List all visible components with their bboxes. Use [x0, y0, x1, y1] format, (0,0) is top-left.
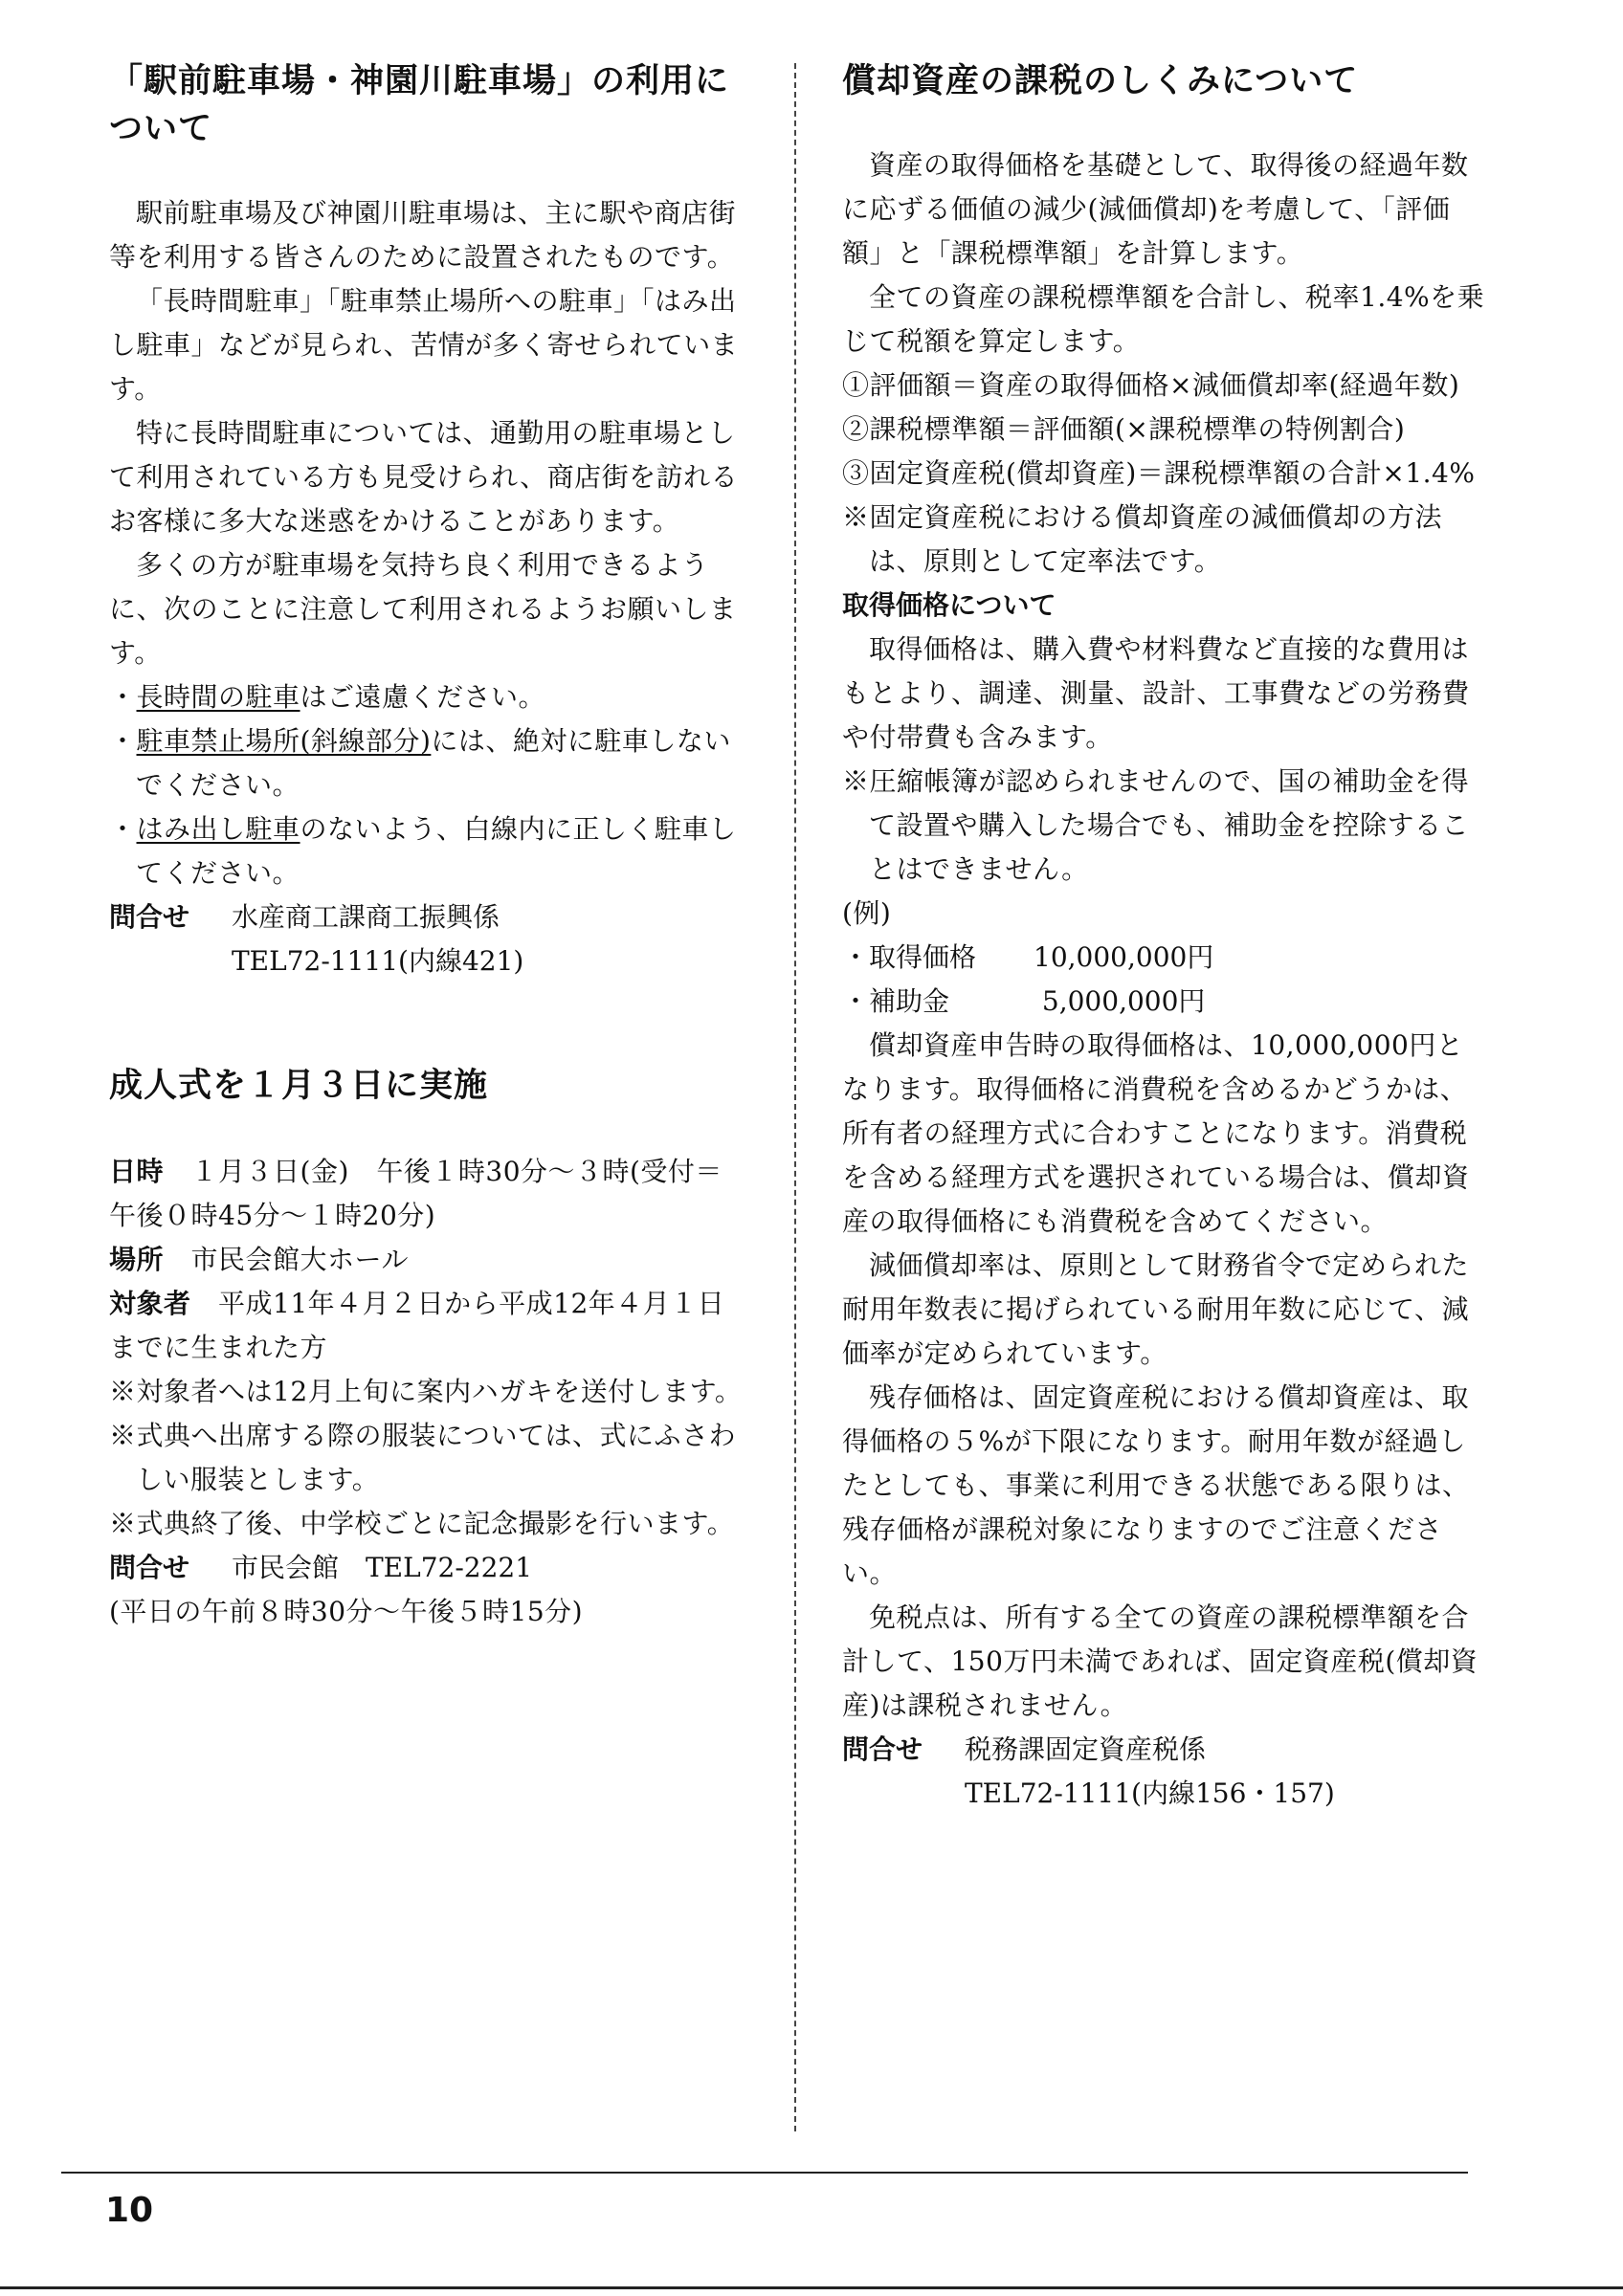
depreciable-assets-section	[842, 57, 1489, 1816]
ceremony-note: ※対象者へは12月上旬に案内ハガキを送付します。	[109, 1376, 743, 1407]
assets-formula: ②課税標準額＝評価額(×課税標準の特例割合)	[842, 413, 1406, 445]
parking-contact-tel: TEL72-1111(内線421)	[232, 945, 524, 977]
parking-title: 「駅前駐車場・神園川駐車場」の利用について	[109, 62, 730, 148]
left-column	[109, 57, 746, 1634]
page-number: 10	[105, 2191, 154, 2230]
right-column	[842, 57, 1489, 1816]
parking-contact	[109, 895, 746, 939]
contact-label: 問合せ	[842, 1733, 923, 1765]
parking-paragraph: 特に長時間駐車については、通勤用の駐車場として利用されている方も見受けられ、商店街を訪れるお客様に多大な迷惑をかけることがあります。	[109, 417, 739, 537]
assets-intro: 資産の取得価格を基礎として、取得後の経過年数に応ずる価値の減少(減価償却)を考慮して、「評価額」と「課税標準額」を計算します。	[842, 149, 1469, 269]
acquisition-subheading: 取得価格について	[842, 589, 1056, 621]
assets-formula: ①評価額＝資産の取得価格×減価償却率(経過年数)	[842, 369, 1460, 401]
ceremony-hours: (平日の午前８時30分～午後５時15分)	[109, 1596, 584, 1627]
date-label: 日時	[109, 1156, 165, 1187]
assets-contact-tel: TEL72-1111(内線156・157)	[965, 1777, 1335, 1809]
parking-bullet: ・駐車禁止場所(斜線部分)には、絶対に駐車しないでください。	[109, 725, 731, 801]
acquisition-paragraph: 取得価格は、購入費や材料費など直接的な費用はもとより、調達、測量、設計、工事費などの労務費や付帯費も含みます。	[842, 633, 1470, 753]
page-bottom-edge	[0, 2286, 1623, 2289]
parking-section	[109, 57, 746, 983]
ceremony-target: 対象者 平成11年４月２日から平成12年４月１日までに生まれた方	[109, 1288, 725, 1363]
assets-title: 償却資産の課税のしくみについて	[842, 62, 1359, 100]
assets-paragraph: 残存価格は、固定資産税における償却資産は、取得価格の５%が下限になります。耐用年数が経過したとしても、事業に利用できる状態である限りは、残存価格が課税対象になりますのでご注意ください。	[842, 1381, 1470, 1589]
ceremony-contact: 問合せ 市民会館 TEL72-2221	[109, 1546, 746, 1590]
parking-paragraph: 多くの方が駐車場を気持ち良く利用できるように、次のことに注意して利用されるようお願いします。	[109, 549, 737, 669]
assets-formula: ③固定資産税(償却資産)＝課税標準額の合計×1.4%	[842, 457, 1476, 489]
example-row: ・取得価格 10,000,000円	[842, 941, 1214, 973]
ceremony-title: 成人式を１月３日に実施	[109, 1067, 489, 1105]
ceremony-note: ※式典へ出席する際の服装については、式にふさわしい服装とします。	[109, 1420, 736, 1495]
parking-paragraph: 「長時間駐車」「駐車禁止場所への駐車」「はみ出し駐車」などが見られ、苦情が多く寄せられています。	[109, 285, 739, 405]
assets-intro: 全ての資産の課税標準額を合計し、税率1.4%を乗じて税額を算定します。	[842, 281, 1485, 357]
place-label: 場所	[109, 1244, 165, 1275]
footer-rule	[61, 2172, 1468, 2174]
parking-bullet: ・はみ出し駐車のないよう、白線内に正しく駐車してください。	[109, 813, 737, 889]
column-divider	[794, 63, 796, 2131]
assets-contact	[842, 1728, 1489, 1772]
target-label: 対象者	[109, 1288, 191, 1319]
assets-paragraph: 償却資産申告時の取得価格は、10,000,000円となります。取得価格に消費税を含めるかどうかは、所有者の経理方式に合わすことになります。消費税を含める経理方式を選択されている場合は、償却資産の取得価格にも消費税を含めてください。	[842, 1029, 1470, 1237]
example-row: ・補助金 5,000,000円	[842, 985, 1206, 1017]
contact-label: 問合せ	[109, 1552, 190, 1583]
ceremony-date: 日時 １月３日(金) 午後１時30分～３時(受付＝午後０時45分～１時20分)	[109, 1156, 723, 1231]
contact-name: 水産商工課商工振興係	[232, 901, 500, 933]
contact-name: 税務課固定資産税係	[965, 1733, 1207, 1765]
contact-label: 問合せ	[109, 901, 190, 933]
example-label: (例)	[842, 897, 892, 929]
assets-paragraph: 減価償却率は、原則として財務省令で定められた耐用年数表に掲げられている耐用年数に応じて、減価率が定められています。	[842, 1249, 1470, 1369]
ceremony-note: ※式典終了後、中学校ごとに記念撮影を行います。	[109, 1508, 735, 1539]
ceremony-place: 場所 市民会館大ホール	[109, 1244, 409, 1275]
assets-formula-note: ※固定資産税における償却資産の減価償却の方法は、原則として定率法です。	[842, 501, 1443, 577]
acquisition-note: ※圧縮帳簿が認められませんので、国の補助金を得て設置や購入した場合でも、補助金を控除することはできません。	[842, 765, 1470, 885]
parking-paragraph: 駅前駐車場及び神園川駐車場は、主に駅や商店街等を利用する皆さんのために設置されたものです。	[109, 197, 737, 273]
parking-bullet: ・長時間の駐車はご遠慮ください。	[109, 681, 546, 713]
ceremony-section	[109, 1062, 746, 1634]
assets-paragraph: 免税点は、所有する全ての資産の課税標準額を合計して、150万円未満であれば、固定資産税(償却資産)は課税されません。	[842, 1601, 1478, 1721]
